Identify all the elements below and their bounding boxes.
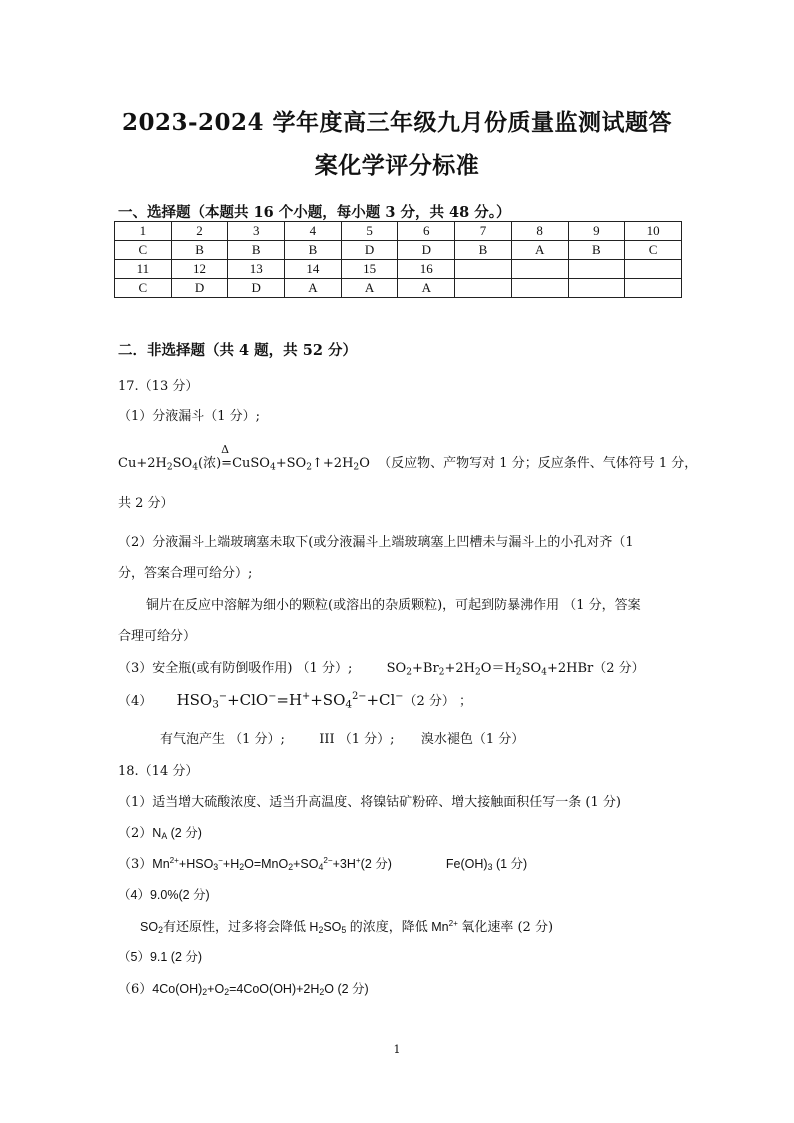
table-cell: B — [285, 241, 342, 260]
table-cell: A — [398, 279, 455, 298]
table-cell: 15 — [341, 260, 398, 279]
table-cell: D — [398, 241, 455, 260]
table-cell: A — [511, 241, 568, 260]
table-cell: 10 — [625, 222, 682, 241]
q18-part3: $(3)Mn^{2+}+HSO_3^-+H_2O=MnO_2+SO_4^{2-}+3H^+(2$ 分) $Fe(OH)_3$ (1 分) — [118, 855, 528, 873]
table-cell: 14 — [285, 260, 342, 279]
q18-header: 18.（14 分） — [118, 764, 199, 779]
table-cell: 11 — [115, 260, 172, 279]
table-cell: C — [625, 241, 682, 260]
table-cell — [568, 260, 625, 279]
table-cell: 13 — [228, 260, 285, 279]
table-cell — [625, 279, 682, 298]
table-cell: D — [341, 241, 398, 260]
q17-part2-line3: 铜片在反应中溶解为细小的颗粒(或溶出的杂质颗粒)，可起到防暴沸作用 （1 分，答案 — [146, 598, 641, 613]
title-line-2: 案化学评分标准 — [314, 152, 480, 179]
answer-table — [114, 221, 682, 298]
table-cell: D — [228, 279, 285, 298]
table-cell: 8 — [511, 222, 568, 241]
q17-part2-line1: （2）分液漏斗上端玻璃塞未取下(或分液漏斗上端玻璃塞上凹槽未与漏斗上的小孔对齐（1 — [118, 535, 634, 550]
q17-part3-equation: $SO_2+Br_2+2H_2O=H_2SO_4+2HBr$ — [386, 661, 594, 678]
q18-part4-explanation: $SO_2$有还原性，过多将会降低 $H_2SO_5$ 的浓度，降低 $Mn^{2+}$ 氧化速率 (2 分) — [140, 918, 554, 936]
title-line-1: 2023-2024 学年度高三年级九月份质量监测试题答 — [121, 109, 673, 136]
table-cell — [568, 279, 625, 298]
table-cell — [455, 260, 512, 279]
table-cell — [625, 260, 682, 279]
table-cell: 3 — [228, 222, 285, 241]
q17-part4: （4） $HSO_3^-+ClO^-=H^++SO_4^{2-}+Cl^-(2$ 分） ； — [118, 691, 472, 711]
table-row — [115, 260, 682, 279]
table-cell: D — [171, 279, 228, 298]
table-cell — [511, 279, 568, 298]
table-row — [115, 241, 682, 260]
q17-part1: （1）分液漏斗（1 分）; — [118, 409, 261, 424]
q17-part2-line4: 合理可给分） — [118, 629, 197, 644]
q18-part2: $(2)N_A$ (2 分) — [118, 826, 202, 842]
section-2-heading: 二．非选择题（共 4 题，共 52 分） — [118, 342, 357, 359]
table-row — [115, 279, 682, 298]
q18-part6: $(6)4Co(OH)_2+O_2=4CoO(OH)+2H_2O$ (2 分) — [118, 982, 369, 998]
q17-part2-line2: 分，答案合理可给分）; — [118, 566, 253, 581]
q18-part5: （5）9.1 (2 分) — [118, 950, 203, 964]
table-cell: A — [285, 279, 342, 298]
q17-part1-score-cont: 共 2 分） — [118, 496, 174, 511]
table-cell: 6 — [398, 222, 455, 241]
table-cell: C — [115, 279, 172, 298]
table-cell: B — [228, 241, 285, 260]
table-cell: B — [171, 241, 228, 260]
q17-part4-answers: 有气泡产生 （1 分）; III （1 分）; 溴水褪色（1 分） — [160, 732, 525, 747]
table-row — [115, 222, 682, 241]
table-cell: 7 — [455, 222, 512, 241]
table-cell: 16 — [398, 260, 455, 279]
q17-part3: （3）安全瓶(或有防倒吸作用) （1 分）; $SO_2+Br_2+2H_2O=H_2SO_4+2HBr(2$ 分） — [118, 661, 645, 678]
q17-header: 17.（13 分） — [118, 379, 199, 394]
table-cell: 4 — [285, 222, 342, 241]
q18-part1: （1）适当增大硫酸浓度、适当升高温度、将镍钴矿粉碎、增大接触面积任写一条 (1 分) — [118, 795, 621, 810]
q17-part1-equation: $Cu+2H_2SO_4$(浓) Δ $=CuSO_4+SO_2↑+2H_2O$ （反应物、产物写对 1 分；反应条件、气体符号 1 分， — [118, 443, 698, 473]
table-cell — [455, 279, 512, 298]
table-cell: B — [455, 241, 512, 260]
q17-equation: $Cu+2H_2SO_4$(浓) Δ $=CuSO_4+SO_2↑+2H_2O$ — [118, 443, 370, 473]
table-cell: 1 — [115, 222, 172, 241]
table-cell: B — [568, 241, 625, 260]
table-cell: 9 — [568, 222, 625, 241]
table-cell: 5 — [341, 222, 398, 241]
q17-part4-equation: $HSO_3^-+ClO^-=H^++SO_4^{2-}+Cl^-$ — [176, 691, 404, 711]
page-number: 1 — [393, 1043, 401, 1056]
table-cell: C — [115, 241, 172, 260]
table-cell — [511, 260, 568, 279]
table-cell: 2 — [171, 222, 228, 241]
table-cell: A — [341, 279, 398, 298]
q18-part4: （4）9.0%(2 分) — [118, 888, 210, 902]
section-1-heading: 一、选择题（本题共 16 个小题，每小题 3 分，共 48 分。） — [118, 204, 511, 221]
table-cell: 12 — [171, 260, 228, 279]
